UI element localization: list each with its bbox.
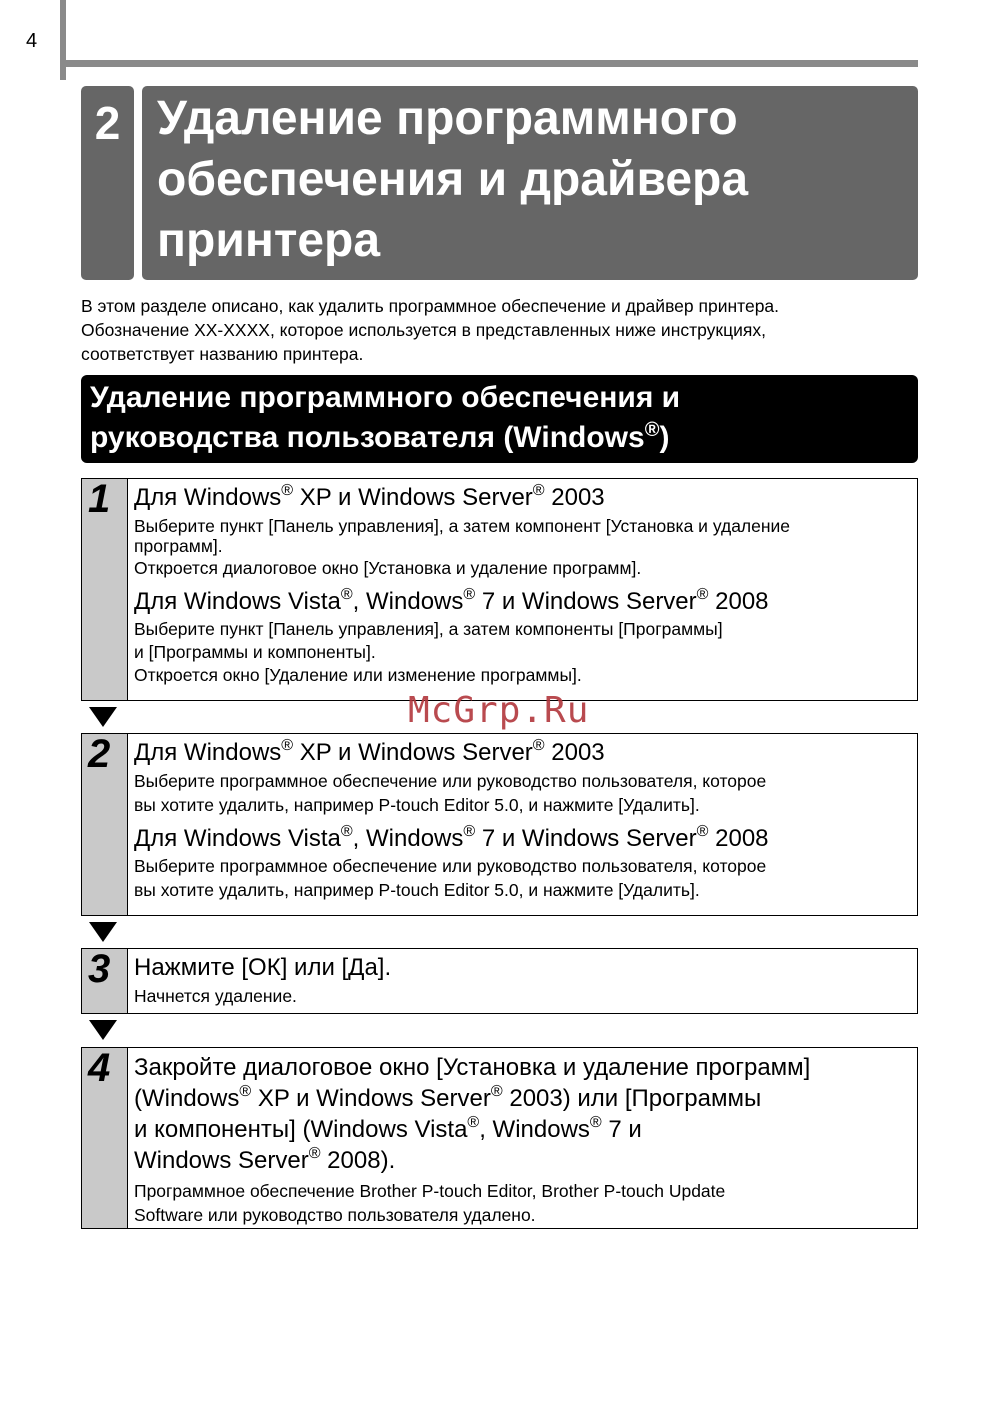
step-body (134, 734, 909, 901)
step-heading: Закройте диалоговое окно [Установка и удаление программ] (Windows® XP и Windows Server® 2003) или [Программы и компоненты] (Windows Vista®, Windows® 7 и Windows Server® 2008). (134, 1054, 811, 1174)
chapter-number: 2 (94, 97, 121, 149)
step-body (134, 949, 909, 1007)
section-heading-line: Удаление программного обеспечения и (90, 381, 681, 414)
step-4 (81, 1047, 918, 1229)
section-heading-box (81, 375, 918, 463)
intro-paragraph (81, 294, 931, 366)
step-description: Программное обеспечение Brother P-touch Editor, Brother P-touch Update Software или руководство пользователя удалено. (134, 1181, 726, 1225)
step-body (134, 479, 909, 686)
step-description: Выберите программное обеспечение или руководство пользователя, которое вы хотите удалить, например P-touch Editor 5.0, и нажмите [Удалить]. (134, 771, 767, 815)
horizontal-rule (60, 60, 918, 67)
step-2 (81, 733, 918, 916)
step-heading: Нажмите [ОК] или [Да]. (134, 954, 392, 981)
step-number-column (82, 479, 128, 700)
step-number-column (82, 949, 128, 1013)
step-description: Выберите пункт [Панель управления], а затем компонент [Установка и удаление программ]. Откроется диалоговое окно [Установка и удаление программ]. (134, 516, 791, 578)
step-1 (81, 478, 918, 701)
step-3 (81, 948, 918, 1014)
step-number: 2 (88, 732, 111, 776)
step-description: Выберите программное обеспечение или руководство пользователя, которое вы хотите удалить, например P-touch Editor 5.0, и нажмите [Удалить]. (134, 856, 767, 900)
step-number-column (82, 1048, 128, 1228)
step-number-column (82, 734, 128, 915)
step-heading-xp: Для Windows® XP и Windows Server® 2003 (134, 737, 605, 766)
down-arrow-icon (89, 922, 117, 942)
step-heading-xp: Для Windows® XP и Windows Server® 2003 (134, 482, 605, 511)
page-number: 4 (26, 30, 38, 52)
step-number: 1 (88, 477, 111, 521)
step-heading-vista: Для Windows Vista®, Windows® 7 и Windows Server® 2008 (134, 586, 769, 615)
vertical-rule (60, 0, 66, 80)
intro-line: соответствует названию принтера. (81, 344, 364, 364)
down-arrow-icon (89, 707, 117, 727)
step-body (134, 1048, 909, 1227)
down-arrow-icon (89, 1020, 117, 1040)
step-number: 3 (88, 947, 111, 991)
step-number: 4 (88, 1046, 111, 1090)
chapter-title-box (142, 86, 918, 280)
section-heading-line: руководства пользователя (Windows®) (90, 419, 670, 454)
intro-line: В этом разделе описано, как удалить программное обеспечение и драйвер принтера. (81, 296, 780, 316)
chapter-title: Удаление программного обеспечения и драйвера принтера (157, 92, 749, 267)
step-description: Выберите пункт [Панель управления], а затем компоненты [Программы] и [Программы и компоненты]. Откроется окно [Удаление или изменение программы]. (134, 619, 723, 685)
section-heading (90, 378, 910, 458)
step-description: Начнется удаление. (134, 986, 297, 1006)
chapter-number-box (81, 86, 134, 280)
watermark: McGrp.Ru (408, 690, 590, 731)
step-heading-vista: Для Windows Vista®, Windows® 7 и Windows Server® 2008 (134, 823, 769, 852)
intro-line: Обозначение XX-XXXX, которое используется в представленных ниже инструкциях, (81, 320, 766, 340)
